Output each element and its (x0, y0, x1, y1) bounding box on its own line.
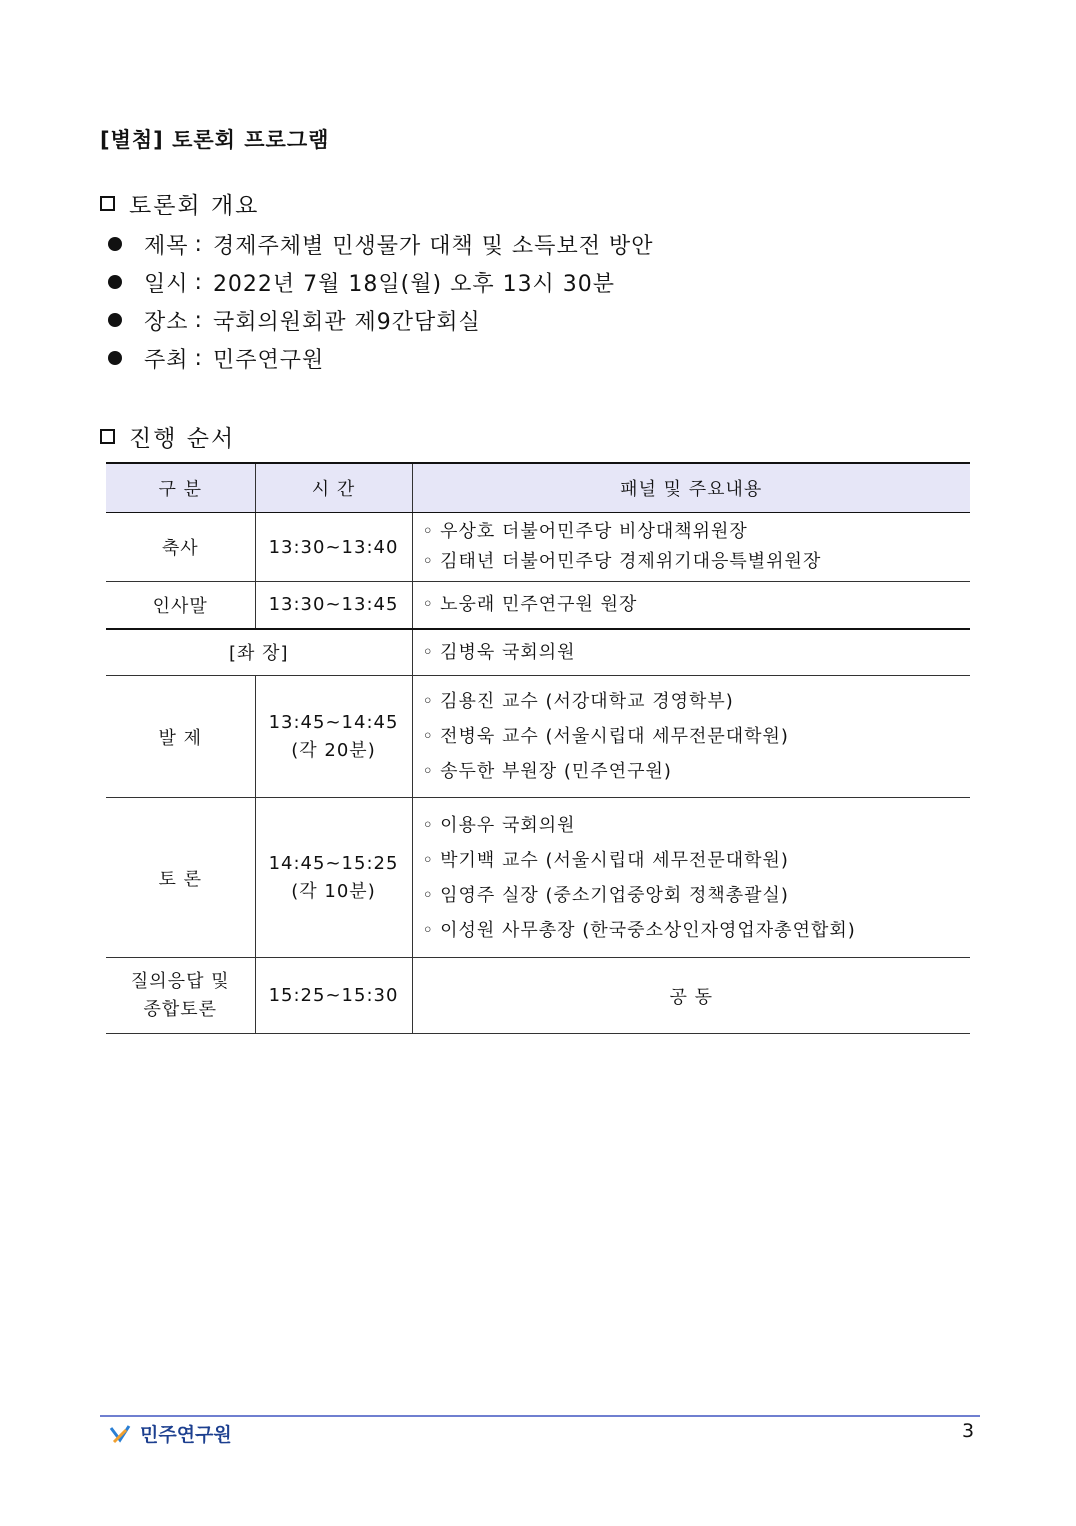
row-category: 질의응답 및 (130, 970, 230, 992)
colon: : (194, 345, 203, 371)
footer-divider (100, 1415, 980, 1417)
row-category: 종합토론 (143, 998, 218, 1020)
row-category: 발 제 (106, 676, 255, 798)
logo-text: 민주연구원 (140, 1424, 232, 1446)
table-row (106, 582, 970, 629)
panel-item: ◦ 박기백 교수 (서울시립대 세무전문대학원) (423, 843, 971, 878)
overview-label: 제목 (144, 233, 189, 259)
row-content (412, 629, 970, 676)
checkbox-icon (100, 196, 115, 211)
footer-logo (108, 1420, 232, 1447)
attachment-title: [별첨] 토론회 프로그램 (100, 128, 330, 152)
overview-item-place (108, 301, 653, 339)
row-content: 공 동 (412, 958, 970, 1034)
column-header: 패널 및 주요내용 (412, 463, 970, 513)
column-header: 시 간 (255, 463, 412, 513)
panel-item: ◦ 임영주 실장 (중소기업중앙회 정책총괄실) (423, 878, 971, 913)
overview-value: 민주연구원 (212, 347, 325, 373)
checkbox-icon (100, 429, 115, 444)
page-number: 3 (962, 1420, 975, 1442)
order-heading-text: 진행 순서 (129, 426, 236, 452)
overview-label: 일시 (144, 271, 189, 297)
row-category: 인사말 (106, 582, 255, 629)
table-header-row (106, 463, 970, 513)
row-time: 13:30~13:40 (255, 513, 412, 582)
row-time: 13:45~14:45 (268, 711, 399, 733)
overview-item-date (108, 263, 653, 301)
bullet-icon (108, 237, 122, 251)
row-category: [좌 장] (106, 629, 412, 676)
column-header: 구 분 (106, 463, 255, 513)
overview-label: 주최 (144, 347, 189, 373)
row-time: 13:30~13:45 (255, 582, 412, 629)
row-category-cell (106, 958, 255, 1034)
row-time-note: (각 20분) (291, 739, 376, 761)
panel-item: ◦ 우상호 더불어민주당 비상대책위원장 (423, 517, 971, 547)
program-table (106, 462, 970, 1034)
panel-item: ◦ 김병욱 국회의원 (423, 635, 971, 670)
overview-item-host (108, 339, 653, 377)
bullet-icon (108, 351, 122, 365)
overview-value: 2022년 7월 18일(월) 오후 13시 30분 (212, 271, 616, 297)
panel-item: ◦ 전병욱 교수 (서울시립대 세무전문대학원) (423, 719, 971, 754)
row-content (412, 676, 970, 798)
row-time-cell (255, 676, 412, 798)
table-row (106, 676, 970, 798)
table-row (106, 798, 970, 958)
row-time-note: (각 10분) (291, 880, 376, 902)
colon: : (194, 307, 203, 333)
row-category: 토 론 (106, 798, 255, 958)
colon: : (194, 231, 203, 257)
overview-list (108, 225, 653, 377)
overview-value: 국회의원회관 제9간담회실 (212, 309, 481, 335)
bullet-icon (108, 313, 122, 327)
row-time-cell (255, 798, 412, 958)
table-row (106, 958, 970, 1034)
panel-item: ◦ 이용우 국회의원 (423, 808, 971, 843)
table-row (106, 629, 970, 676)
logo-mark-icon (108, 1422, 134, 1446)
overview-heading-text: 토론회 개요 (129, 193, 260, 219)
overview-heading (100, 187, 259, 220)
row-time: 14:45~15:25 (268, 852, 399, 874)
panel-item: ◦ 이성원 사무총장 (한국중소상인자영업자총연합회) (423, 913, 971, 948)
row-category: 축사 (106, 513, 255, 582)
row-content (412, 798, 970, 958)
overview-label: 장소 (144, 309, 189, 335)
colon: : (194, 269, 203, 295)
row-content (412, 513, 970, 582)
order-heading (100, 420, 235, 453)
bullet-icon (108, 275, 122, 289)
overview-item-title (108, 225, 653, 263)
panel-item: ◦ 송두한 부원장 (민주연구원) (423, 754, 971, 789)
overview-value: 경제주체별 민생물가 대책 및 소득보전 방안 (212, 233, 654, 259)
table-row (106, 513, 970, 582)
panel-item: ◦ 김태년 더불어민주당 경제위기대응특별위원장 (423, 547, 971, 577)
panel-item: ◦ 김용진 교수 (서강대학교 경영학부) (423, 684, 971, 719)
row-content (412, 582, 970, 629)
row-time: 15:25~15:30 (255, 958, 412, 1034)
panel-item: ◦ 노웅래 민주연구원 원장 (423, 587, 971, 622)
